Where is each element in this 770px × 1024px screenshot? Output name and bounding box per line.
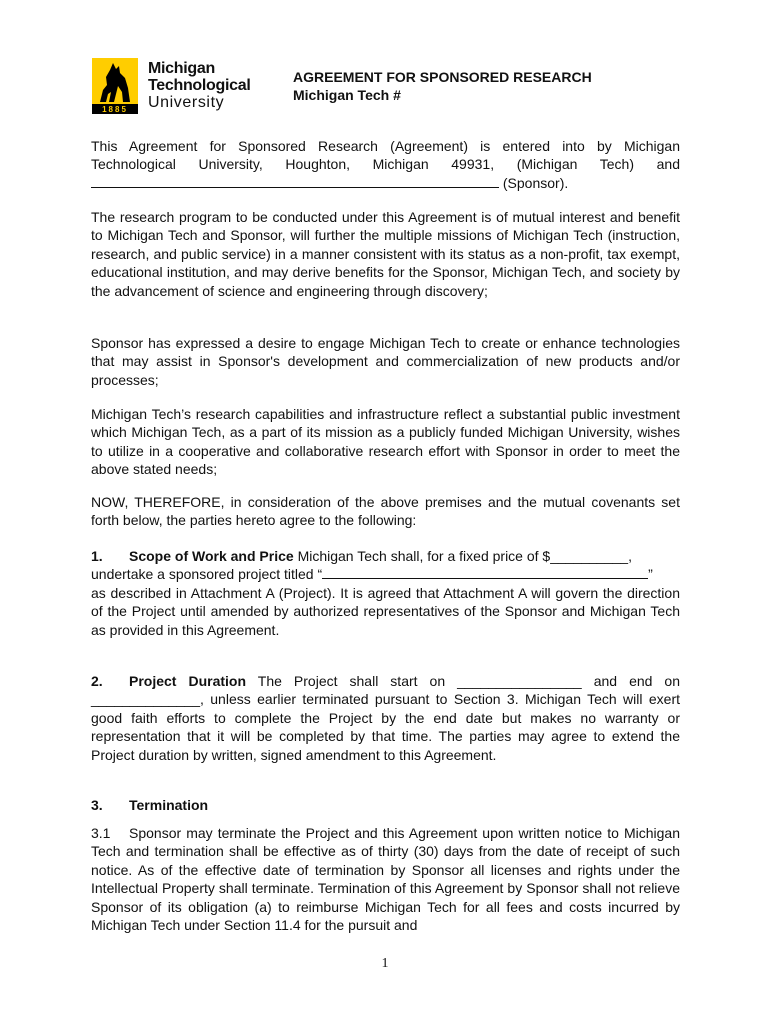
project-title-blank[interactable] <box>322 566 648 579</box>
section-2-body: ______________, unless earlier terminated pursuant to Section 3. Michigan Tech will exert good faith efforts to complete the Project by the end date but makes no warranty or representation that it will be completed by that time. The parties may agree to extend the Project duration by written, signed amendment to this Agreement. <box>91 691 680 763</box>
project-title-suffix: ” <box>648 566 653 583</box>
document-heading <box>293 68 592 104</box>
recital-4: NOW, THEREFORE, in consideration of the above premises and the mutual covenants set forth below, the parties hereto agree to the following: <box>91 494 680 529</box>
husky-logo-icon <box>92 58 138 114</box>
section-1-heading-line <box>91 547 680 565</box>
logo-line-1: Michigan <box>148 60 215 77</box>
logo-year: 1885 <box>102 105 128 114</box>
section-2-line-1: The Project shall start on ________________ and end on <box>257 673 681 689</box>
document-number-label: Michigan Tech # <box>293 87 401 103</box>
section-2-number: 2. <box>91 673 103 689</box>
recital-1: The research program to be conducted under this Agreement is of mutual interest and benefit to Michigan Tech and Sponsor, will further the multiple missions of Michigan Tech (instruction, research, and public service) in a manner consistent with its status as a non-profit, tax exempt, educational institution, and may derive benefits for the Sponsor, Michigan Tech, and society by the advancement of science and engineering through discovery; <box>91 209 680 299</box>
section-1-line-1: Michigan Tech shall, for a fixed price of $__________, <box>297 548 632 564</box>
section-3-1-number: 3.1 <box>91 825 111 841</box>
section-2-title: Project Duration <box>129 673 247 689</box>
section-3-title: Termination <box>129 797 209 813</box>
logo-wordmark <box>148 60 250 111</box>
section-2 <box>91 672 680 764</box>
page-number: 1 <box>381 956 389 971</box>
recital-2: Sponsor has expressed a desire to engage Michigan Tech to create or enhance technologies that may assist in Sponsor's development and commercialization of new products and/or processes; <box>91 335 680 388</box>
section-1-title: Scope of Work and Price <box>129 548 294 564</box>
document-title: AGREEMENT FOR SPONSORED RESEARCH <box>293 69 592 85</box>
section-1 <box>91 547 680 639</box>
section-3 <box>91 796 680 814</box>
project-title-prefix: undertake a sponsored project titled “ <box>91 566 323 583</box>
intro-paragraph <box>91 137 680 192</box>
sponsor-suffix: (Sponsor). <box>502 174 569 191</box>
section-1-body: as described in Attachment A (Project). It is agreed that Attachment A will govern the direction of the Project until amended by authorized representatives of the Sponsor and Michigan Tech as provided in this Agreement. <box>91 584 680 638</box>
section-1-line-2 <box>91 565 680 583</box>
section-3-heading-line <box>91 796 680 814</box>
section-3-1-text: Sponsor may terminate the Project and this Agreement upon written notice to Michigan Tech and termination shall be effective as of thirty (30) days from the date of receipt of such notice. As of the effective date of termination by Sponsor all licenses and rights under the Intellectual Property shall terminate. Termination of this Agreement by Sponsor shall not relieve Sponsor of its obligation (a) to reimburse Michigan Tech for all fees and costs incurred by Michigan Tech under Section 11.4 for the pursuit and <box>91 825 680 934</box>
section-3-1 <box>91 824 680 934</box>
university-logo <box>92 58 262 114</box>
intro-line-2: Technological University, Houghton, Michigan 49931, (Michigan Tech) and <box>91 156 680 173</box>
sponsor-line <box>91 174 680 192</box>
recital-3: Michigan Tech’s research capabilities and infrastructure reflect a substantial public investment which Michigan Tech, as a part of its mission as a publicly funded Michigan University, wishes to utilize in a cooperative and collaborative research effort with Sponsor in order to meet the above stated needs; <box>91 406 680 478</box>
sponsor-name-blank[interactable] <box>91 175 499 188</box>
section-3-number: 3. <box>91 797 103 813</box>
logo-line-2: Technological <box>148 77 251 94</box>
logo-line-3: University <box>148 94 225 111</box>
section-2-heading-line <box>91 672 680 690</box>
intro-line-1: This Agreement for Sponsored Research (Agreement) is entered into by Michigan <box>91 138 680 154</box>
section-1-number: 1. <box>91 548 103 564</box>
